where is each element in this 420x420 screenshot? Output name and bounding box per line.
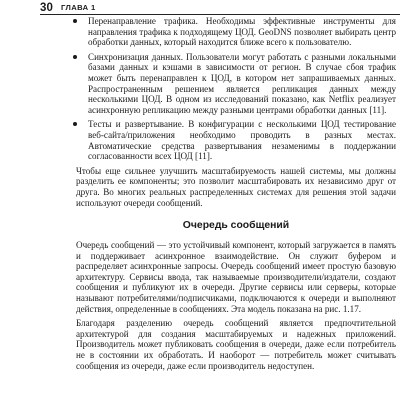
body-paragraph: Очередь сообщений — это устойчивый компонент, который загружается в память и поддерживает асинхронное взаимодействие. Он служит буфером и распределяет асинхронные запросы. Очередь сообщений имеет простую базовую архитектуру. Сервисы ввода, так называемые производители/издатели, создают сообщения и публикуют их в очереди. Другие сервисы или серверы, которые называют потребителями/подписчиками, подключаются к очереди и выполняют действия, определенные в сообщениях. Эта модель показана на рис. 1.17. bbox=[76, 240, 396, 314]
bullet-list bbox=[0, 16, 420, 162]
section-title: Очередь сообщений bbox=[182, 220, 290, 232]
list-item-text: Перенаправление трафика. Необходимы эффективные инструменты для направления трафика к подходящему ЦОД. GeoDNS позволяет выбирать центр обработки данных, который находится ближе всего к пользователю. bbox=[88, 16, 396, 48]
list-item-text: Тесты и развертывание. В конфигурации с несколькими ЦОД тестирование веб-сайта/приложения необходимо проводить в разных местах. Автоматические средства развертывания незаменимы в поддержании согласованности всех ЦОД [11]. bbox=[88, 119, 396, 162]
body-paragraph: Благодаря разделению очередь сообщений является предпочтительной архитектурой для создания масштабируемых и надежных приложений. Производитель может публиковать сообщения в очереди, даже если потребитель не в состоянии их обработать. И наоборот — потребитель может считывать сообщения из очереди, даже если производитель недоступен. bbox=[76, 318, 396, 371]
page-body bbox=[0, 16, 420, 375]
list-item-text: Синхронизация данных. Пользователи могут работать с разными локальными базами данных и кэшами в зависимости от регион. В случае сбоя трафик может быть перенаправлен к ЦОД, в котором нет запрашиваемых данных. Распространенным решением является репликация данных между несколькими ЦОД. В одном из исследований показано, как Netflix реализует асинхронную репликацию между разными центрами обработки данных [11]. bbox=[88, 51, 396, 115]
list-item bbox=[0, 119, 420, 161]
bullet-icon bbox=[73, 122, 77, 126]
intro-paragraph: Чтобы еще сильнее улучшить масштабируемость нашей системы, мы должны разделить ее компоненты; это позволит масштабировать их независимо друг от друга. Во многих реальных распределенных системах для решения этой задачи используют очереди сообщений. bbox=[76, 165, 396, 208]
running-header bbox=[40, 0, 400, 15]
bullet-icon bbox=[73, 19, 77, 23]
list-item bbox=[0, 52, 420, 116]
bullet-icon bbox=[73, 55, 77, 59]
list-item bbox=[0, 16, 420, 48]
page-number: 30 bbox=[40, 2, 53, 14]
chapter-label: ГЛАВА 1 bbox=[61, 3, 96, 12]
